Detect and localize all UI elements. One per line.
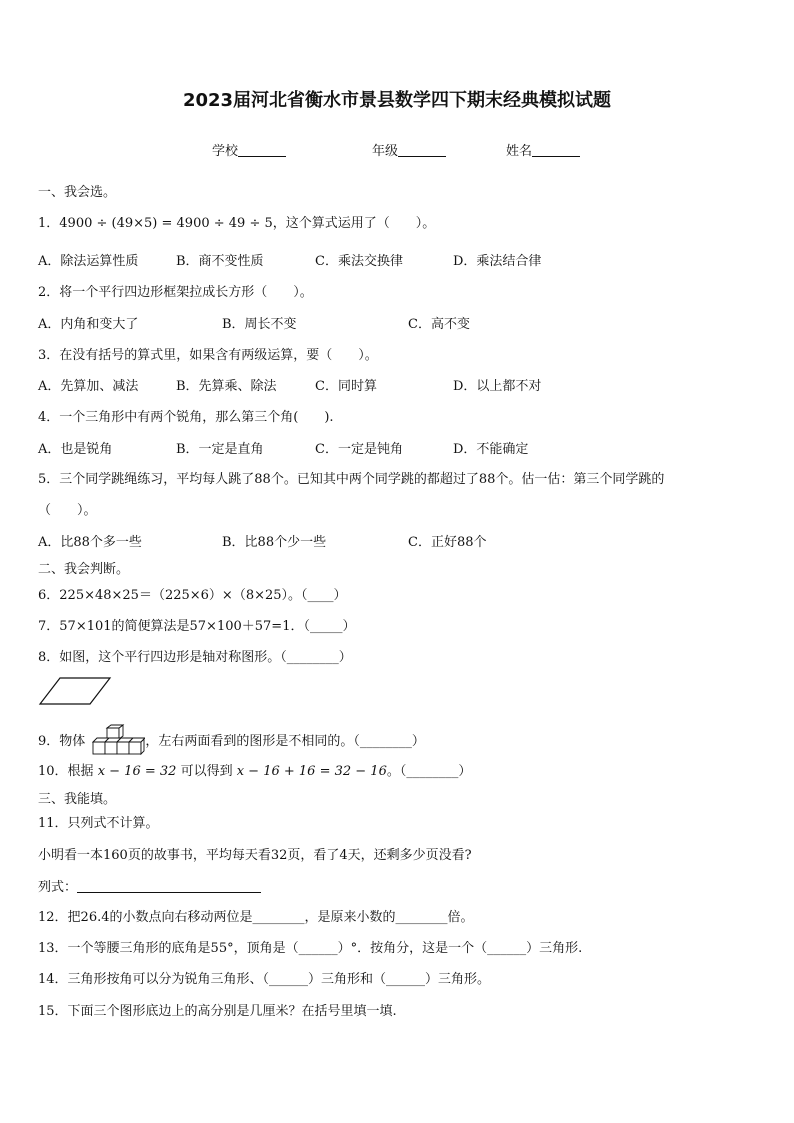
q2-option-c[interactable]: C．高不变	[408, 317, 470, 332]
question-7: 7．57×101的简便算法是57×100＋57=1．（_____）	[38, 619, 356, 634]
question-11-label: 列式：	[38, 880, 78, 895]
q3-option-d[interactable]: D．以上都不对	[453, 379, 542, 394]
parallelogram-figure	[38, 677, 112, 705]
question-10-before: 10．根据	[38, 764, 94, 779]
question-11-story: 小明看一本160页的故事书，平均每天看32页，看了4天，还剩多少页没看?	[38, 848, 472, 863]
question-10-after: 。（________）	[386, 764, 472, 779]
question-10-equation-2: x − 16 + 16 = 32 − 16	[236, 764, 387, 779]
grade-field	[372, 140, 446, 159]
q5-option-b[interactable]: B．比88个少一些	[222, 535, 327, 550]
question-11-answer-blank[interactable]	[77, 880, 261, 893]
school-blank[interactable]	[238, 144, 286, 157]
grade-blank[interactable]	[398, 144, 446, 157]
question-1	[38, 212, 435, 231]
section-heading-3: 三、我能填。	[38, 792, 117, 807]
section-heading-1: 一、我会选。	[38, 185, 117, 200]
question-15: 15．下面三个图形底边上的高分别是几厘米？在括号里填一填.	[38, 1004, 397, 1019]
question-9	[38, 723, 425, 757]
cube-blocks-figure	[89, 723, 145, 757]
page-title: 2023届河北省衡水市景县数学四下期末经典模拟试题	[182, 90, 612, 111]
q4-option-c[interactable]: C．一定是钝角	[315, 442, 403, 457]
section-heading-2: 二、我会判断。	[38, 562, 130, 577]
q1-option-b[interactable]: B．商不变性质	[176, 254, 264, 269]
question-10	[38, 760, 471, 779]
name-blank[interactable]	[532, 144, 580, 157]
q1-option-a[interactable]: A．除法运算性质	[38, 254, 139, 269]
name-field	[506, 140, 580, 159]
question-5-continued: （ ）。	[38, 503, 97, 518]
q4-option-a[interactable]: A．也是锐角	[38, 442, 113, 457]
question-2: 2．将一个平行四边形框架拉成长方形（ ）。	[38, 285, 313, 300]
question-1-number: 1．	[38, 216, 60, 231]
school-label: 学校	[212, 144, 239, 159]
q2-option-b[interactable]: B．周长不变	[222, 317, 297, 332]
question-9-before: 9．物体	[38, 734, 86, 749]
question-6: 6．225×48×25＝（225×6）×（8×25）。（____）	[38, 588, 347, 603]
question-12: 12．把26.4的小数点向右移动两位是________，是原来小数的________倍。	[38, 910, 474, 925]
question-11-answer	[38, 876, 261, 895]
question-1-expression: 4900 ÷ (49×5) = 4900 ÷ 49 ÷ 5	[59, 216, 273, 231]
question-1-text: ，这个算式运用了（ ）。	[272, 216, 436, 231]
question-10-equation-1: x − 16 = 32	[97, 764, 177, 779]
q3-option-b[interactable]: B．先算乘、除法	[176, 379, 277, 394]
q3-option-c[interactable]: C．同时算	[315, 379, 377, 394]
q1-option-c[interactable]: C．乘法交换律	[315, 254, 403, 269]
name-label: 姓名	[506, 144, 533, 159]
question-13: 13．一个等腰三角形的底角是55°，顶角是（______）°．按角分，这是一个（______）三角形.	[38, 941, 583, 956]
question-8: 8．如图，这个平行四边形是轴对称图形。（________）	[38, 650, 352, 665]
question-11: 11．只列式不计算。	[38, 816, 159, 831]
question-9-after: ，左右两面看到的图形是不相同的。（________）	[145, 734, 425, 749]
q5-option-c[interactable]: C．正好88个	[408, 535, 487, 550]
question-4: 4．一个三角形中有两个锐角，那么第三个角( ).	[38, 410, 334, 425]
q1-option-d[interactable]: D．乘法结合律	[453, 254, 542, 269]
q5-option-a[interactable]: A．比88个多一些	[38, 535, 142, 550]
q4-option-d[interactable]: D．不能确定	[453, 442, 529, 457]
question-5: 5．三个同学跳绳练习，平均每人跳了88个。已知其中两个同学跳的都超过了88个。估一估：第三个同学跳的	[38, 472, 665, 487]
question-10-mid: 可以得到	[180, 764, 233, 779]
q3-option-a[interactable]: A．先算加、减法	[38, 379, 139, 394]
q4-option-b[interactable]: B．一定是直角	[176, 442, 264, 457]
question-3: 3．在没有括号的算式里，如果含有两级运算，要（ ）。	[38, 348, 378, 363]
q2-option-a[interactable]: A．内角和变大了	[38, 317, 139, 332]
question-14: 14．三角形按角可以分为锐角三角形、（______）三角形和（______）三角形。	[38, 972, 491, 987]
grade-label: 年级	[372, 144, 399, 159]
school-field	[212, 140, 286, 159]
